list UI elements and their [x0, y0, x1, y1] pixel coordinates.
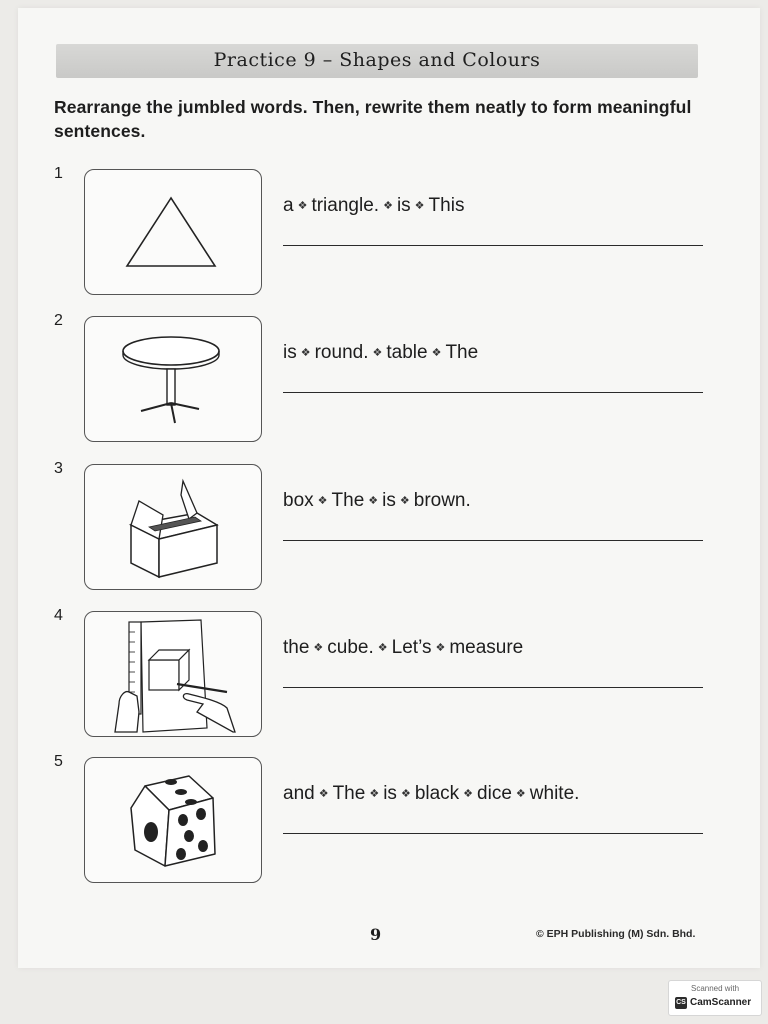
question-1	[0, 165, 768, 305]
word: The	[445, 342, 479, 363]
separator-icon: ❖	[414, 200, 425, 212]
jumbled-sentence	[283, 195, 464, 217]
question-number: 5	[54, 753, 63, 770]
separator-icon: ❖	[377, 642, 388, 654]
word: is	[383, 783, 397, 804]
question-3	[0, 460, 768, 600]
separator-icon: ❖	[317, 495, 328, 507]
page-title: Practice 9 – Shapes and Colours	[213, 49, 541, 71]
word: brown.	[413, 490, 471, 511]
question-number: 4	[54, 607, 63, 624]
answer-line[interactable]	[283, 245, 703, 246]
picture-frame	[84, 757, 262, 883]
title-bar	[56, 44, 698, 78]
separator-icon: ❖	[369, 788, 380, 800]
round-table-icon	[85, 317, 261, 441]
separator-icon: ❖	[297, 200, 308, 212]
word: dice	[477, 783, 512, 804]
dice-icon	[85, 758, 261, 882]
answer-line[interactable]	[283, 833, 703, 834]
word: cube.	[327, 637, 374, 658]
word: Let’s	[391, 637, 432, 658]
question-number: 2	[54, 312, 63, 329]
measuring-cube-icon	[85, 612, 261, 736]
separator-icon: ❖	[399, 495, 410, 507]
word: a	[283, 195, 294, 216]
separator-icon: ❖	[400, 788, 411, 800]
jumbled-sentence	[283, 490, 471, 512]
triangle-icon	[85, 170, 261, 294]
answer-line[interactable]	[283, 687, 703, 688]
separator-icon: ❖	[431, 347, 442, 359]
word: table	[386, 342, 428, 363]
question-5	[0, 753, 768, 893]
word: white.	[529, 783, 580, 804]
separator-icon: ❖	[383, 200, 393, 212]
scanner-name: CamScanner	[690, 997, 752, 1008]
word: the	[283, 637, 310, 658]
picture-frame	[84, 464, 262, 590]
picture-frame	[84, 611, 262, 737]
jumbled-sentence	[283, 342, 478, 364]
instructions: Rearrange the jumbled words. Then, rewrite them neatly to form meaningful sentences.	[54, 97, 692, 141]
word: measure	[449, 637, 524, 658]
separator-icon: ❖	[515, 788, 526, 800]
separator-icon: ❖	[313, 642, 324, 654]
separator-icon: ❖	[300, 347, 311, 359]
separator-icon: ❖	[368, 495, 379, 507]
copyright-notice: © EPH Publishing (M) Sdn. Bhd.	[536, 928, 696, 940]
word: is	[396, 195, 411, 216]
separator-icon: ❖	[372, 347, 383, 359]
jumbled-sentence	[283, 783, 579, 805]
picture-frame	[84, 316, 262, 442]
jumbled-sentence	[283, 637, 523, 659]
word: The	[331, 490, 365, 511]
word: box	[283, 490, 314, 511]
word: round.	[314, 342, 369, 363]
picture-frame	[84, 169, 262, 295]
separator-icon: ❖	[318, 788, 329, 800]
camscanner-logo-icon: CS	[675, 997, 687, 1009]
camscanner-watermark	[668, 980, 762, 1016]
box-icon	[85, 465, 261, 589]
separator-icon: ❖	[463, 788, 474, 800]
word: The	[332, 783, 366, 804]
separator-icon: ❖	[435, 642, 446, 654]
word: black	[414, 783, 460, 804]
answer-line[interactable]	[283, 392, 703, 393]
answer-line[interactable]	[283, 540, 703, 541]
word: triangle.	[311, 195, 380, 216]
word: and	[283, 783, 315, 804]
word: This	[428, 195, 465, 216]
question-number: 1	[54, 165, 63, 182]
question-number: 3	[54, 460, 63, 477]
word: is	[283, 342, 297, 363]
scanner-caption: Scanned with	[690, 984, 740, 993]
page-number: 9	[370, 925, 382, 944]
question-4	[0, 607, 768, 747]
word: is	[382, 490, 396, 511]
question-2	[0, 312, 768, 452]
